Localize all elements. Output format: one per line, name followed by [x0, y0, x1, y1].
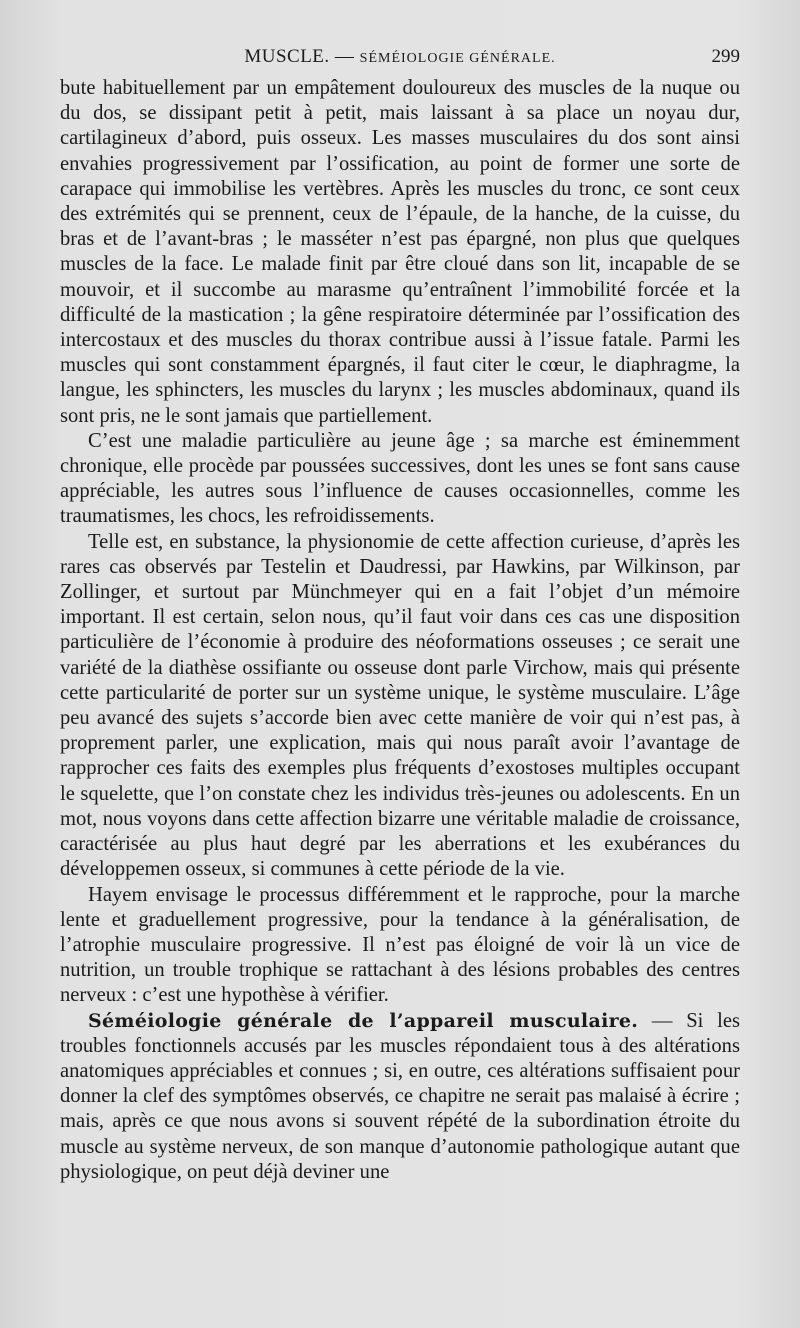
page-body	[60, 76, 740, 1185]
header-subtitle: SÉMÉIOLOGIE GÉNÉRALE.	[359, 51, 556, 66]
header-title	[60, 46, 740, 68]
paragraph-1: bute habituellement par un empâtement douloureux des muscles de la nuque ou du dos, se dissipant petit à petit, mais laissant à sa place un noyau dur, cartilagineux d’abord, puis osseux. Les masses musculaires du dos sont ainsi envahies progressivement par l’ossification, au point de former une sorte de carapace qui immobilise les vertèbres. Après les muscles du tronc, ce sont ceux des extrémités qui se prennent, ceux de l’épaule, de la hanche, de la cuisse, du bras et de l’avant-bras ; le masséter n’est pas épargné, non plus que quelques muscles de la face. Le malade finit par être cloué dans son lit, incapable de se mouvoir, et il succombe au marasme qu’entraînent l’immobilité forcée et la difficulté de la mastication ; la gêne respiratoire déterminée par l’ossification des intercostaux et des muscles du thorax contribue aussi à l’issue fatale. Parmi les muscles qui sont constamment épargnés, il faut citer le cœur, le diaphragme, la langue, les sphincters, les muscles du larynx ; les muscles abdominaux, quand ils sont pris, ne le sont jamais que partiellement.	[60, 77, 740, 427]
paragraph-2: C’est une maladie particulière au jeune âge ; sa marche est éminemment chronique, elle procède par poussées successives, dont les unes se font sans cause appréciable, les autres sous l’influence de causes occasionnelles, comme les traumatismes, les chocs, les refroidissements.	[60, 429, 740, 528]
section-paragraph	[60, 1009, 740, 1185]
section-heading: Séméiologie générale de l’appareil musculaire.	[88, 1009, 639, 1032]
running-header	[60, 46, 740, 70]
paragraph-3: Telle est, en substance, la physionomie de cette affection curieuse, d’après les rares cas observés par Testelin et Daudressi, par Hawkins, par Wilkinson, par Zollinger, et surtout par Münchmeyer qui en a fait l’objet d’un mémoire important. Il est certain, selon nous, qu’il faut voir dans ces cas une disposition particulière de l’économie à produire des néoformations osseuses ; ce serait une variété de la diathèse ossifiante ou osseuse dont parle Virchow, mais qui présente cette particularité de porter sur un système unique, le système musculaire. L’âge peu avancé des sujets s’accorde bien avec cette manière de voir qui n’est pas, à proprement parler, une explication, mais qui nous paraît avoir l’avantage de rapprocher ces faits des exemples plus fréquents d’exostoses multiples occupant le squelette, que l’on constate chez les individus très-jeunes ou adolescents. En un mot, nous voyons dans cette affection bizarre une véritable maladie de croissance, caractérisée au plus haut degré par les aberrations et les exubérances du développemen osseux, si communes à cette période de la vie.	[60, 530, 740, 881]
header-title-main: MUSCLE.	[244, 46, 330, 67]
header-dash: —	[329, 46, 360, 67]
section-text: — Si les troubles fonctionnels accusés par les muscles répondaient tous à des altérations anatomiques appréciables et connues ; si, en outre, ces altérations suffisaient pour donner la clef des symptômes observés, ce chapitre ne serait pas malaisé à écrire ; mais, après ce que nous avons si souvent répété de la subordination étroite du muscle au système nerveux, de son manque d’autonomie pathologique autant que physiologique, on peut déjà deviner une	[60, 1009, 740, 1183]
paragraph-4: Hayem envisage le processus différemment et le rapproche, pour la marche lente et graduellement progressive, pour la tendance à la généralisation, de l’atrophie musculaire progressive. Il n’est pas éloigné de voir là un vice de nutrition, un trouble trophique se rattachant à des lésions probables des centres nerveux : c’est une hypothèse à vérifier.	[60, 883, 740, 1007]
page-number: 299	[711, 46, 740, 67]
